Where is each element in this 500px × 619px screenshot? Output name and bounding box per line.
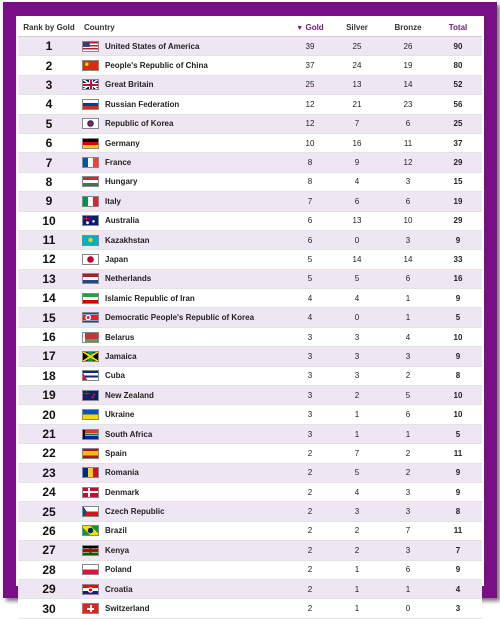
gold-cell: 10 xyxy=(288,133,332,152)
japan-flag-icon xyxy=(82,254,99,265)
table-row[interactable] xyxy=(18,424,482,443)
rank-cell: 3 xyxy=(18,75,80,94)
country-name[interactable]: Belarus xyxy=(105,332,135,342)
medal-table-body xyxy=(18,37,482,619)
table-row[interactable] xyxy=(18,347,482,366)
country-cell xyxy=(80,114,288,133)
bronze-cell: 2 xyxy=(382,463,434,482)
great-britain-flag-icon xyxy=(82,79,99,90)
country-cell xyxy=(80,211,288,230)
rank-cell: 24 xyxy=(18,482,80,501)
bronze-cell: 6 xyxy=(382,405,434,424)
gold-cell: 4 xyxy=(288,289,332,308)
country-cell xyxy=(80,463,288,482)
belarus-flag-icon xyxy=(82,332,99,343)
ukraine-flag-icon xyxy=(82,409,99,420)
usa-flag-icon xyxy=(82,41,99,52)
total-cell: 11 xyxy=(434,521,482,540)
table-row[interactable] xyxy=(18,269,482,288)
jamaica-flag-icon xyxy=(82,351,99,362)
china-flag-icon xyxy=(82,60,99,71)
gold-cell: 8 xyxy=(288,153,332,172)
gold-cell: 2 xyxy=(288,541,332,560)
total-cell: 5 xyxy=(434,308,482,327)
silver-cell: 7 xyxy=(332,114,382,133)
rank-cell: 13 xyxy=(18,269,80,288)
total-cell: 15 xyxy=(434,172,482,191)
total-cell: 19 xyxy=(434,192,482,211)
table-row[interactable] xyxy=(18,521,482,540)
table-row[interactable] xyxy=(18,56,482,75)
total-cell: 90 xyxy=(434,37,482,56)
country-cell xyxy=(80,75,288,94)
poland-flag-icon xyxy=(82,564,99,575)
table-row[interactable] xyxy=(18,579,482,598)
table-row[interactable] xyxy=(18,75,482,94)
silver-cell: 1 xyxy=(332,405,382,424)
kazakhstan-flag-icon xyxy=(82,235,99,246)
total-cell: 9 xyxy=(434,230,482,249)
bronze-cell: 2 xyxy=(382,444,434,463)
country-name[interactable]: People's Republic of China xyxy=(105,61,208,71)
table-row[interactable] xyxy=(18,308,482,327)
silver-cell: 6 xyxy=(332,192,382,211)
country-name[interactable]: Netherlands xyxy=(105,274,152,284)
bronze-cell: 5 xyxy=(382,386,434,405)
country-cell xyxy=(80,579,288,598)
country-cell xyxy=(80,37,288,56)
country-name[interactable]: Japan xyxy=(105,254,129,264)
bronze-cell: 1 xyxy=(382,579,434,598)
country-cell xyxy=(80,192,288,211)
bronze-cell: 6 xyxy=(382,192,434,211)
country-name[interactable]: France xyxy=(105,158,132,168)
country-cell xyxy=(80,541,288,560)
bronze-cell: 3 xyxy=(382,230,434,249)
rank-cell: 21 xyxy=(18,424,80,443)
gold-cell: 37 xyxy=(288,56,332,75)
silver-cell: 24 xyxy=(332,56,382,75)
country-cell xyxy=(80,482,288,501)
gold-cell: 2 xyxy=(288,444,332,463)
switzerland-flag-icon xyxy=(82,603,99,614)
iran-flag-icon xyxy=(82,293,99,304)
total-cell: 9 xyxy=(434,463,482,482)
italy-flag-icon xyxy=(82,196,99,207)
rank-cell: 28 xyxy=(18,560,80,579)
bronze-cell: 3 xyxy=(382,541,434,560)
table-row[interactable] xyxy=(18,114,482,133)
total-cell: 29 xyxy=(434,153,482,172)
silver-cell: 3 xyxy=(332,347,382,366)
total-cell: 33 xyxy=(434,250,482,269)
country-cell xyxy=(80,250,288,269)
russia-flag-icon xyxy=(82,99,99,110)
gold-cell: 39 xyxy=(288,37,332,56)
gold-cell: 3 xyxy=(288,424,332,443)
country-cell xyxy=(80,405,288,424)
country-name[interactable]: Kenya xyxy=(105,545,130,555)
rank-cell: 11 xyxy=(18,230,80,249)
total-cell: 80 xyxy=(434,56,482,75)
total-cell: 9 xyxy=(434,482,482,501)
silver-cell: 13 xyxy=(332,75,382,94)
gold-column-header[interactable] xyxy=(288,18,332,37)
gold-cell: 2 xyxy=(288,599,332,618)
country-cell xyxy=(80,424,288,443)
total-cell: 9 xyxy=(434,560,482,579)
silver-cell: 25 xyxy=(332,37,382,56)
silver-cell: 21 xyxy=(332,95,382,114)
romania-flag-icon xyxy=(82,467,99,478)
gold-cell: 2 xyxy=(288,521,332,540)
country-cell xyxy=(80,599,288,618)
country-name[interactable]: Ukraine xyxy=(105,410,135,420)
france-flag-icon xyxy=(82,157,99,168)
country-name[interactable]: Denmark xyxy=(105,487,140,497)
rank-cell: 6 xyxy=(18,133,80,152)
table-row[interactable] xyxy=(18,599,482,618)
total-cell: 5 xyxy=(434,424,482,443)
silver-cell: 3 xyxy=(332,366,382,385)
country-name[interactable]: Spain xyxy=(105,448,127,458)
north-korea-flag-icon xyxy=(82,312,99,323)
cuba-flag-icon xyxy=(82,370,99,381)
rank-cell: 14 xyxy=(18,289,80,308)
bronze-cell: 2 xyxy=(382,366,434,385)
silver-cell: 3 xyxy=(332,502,382,521)
rank-cell: 20 xyxy=(18,405,80,424)
silver-cell: 7 xyxy=(332,444,382,463)
total-cell: 9 xyxy=(434,289,482,308)
country-name[interactable]: Italy xyxy=(105,196,122,206)
croatia-flag-icon xyxy=(82,584,99,595)
country-cell xyxy=(80,366,288,385)
gold-header-label: Gold xyxy=(305,22,324,32)
medal-table-panel xyxy=(16,16,484,616)
rank-cell: 7 xyxy=(18,153,80,172)
country-cell xyxy=(80,327,288,346)
total-cell: 56 xyxy=(434,95,482,114)
country-name[interactable]: Democratic People's Republic of Korea xyxy=(105,313,255,323)
silver-cell: 9 xyxy=(332,153,382,172)
table-row[interactable] xyxy=(18,560,482,579)
total-cell: 8 xyxy=(434,366,482,385)
country-cell xyxy=(80,172,288,191)
table-header-row xyxy=(18,18,482,37)
country-name[interactable]: Switzerland xyxy=(105,604,150,614)
total-cell: 11 xyxy=(434,444,482,463)
bronze-cell: 3 xyxy=(382,502,434,521)
rank-cell: 23 xyxy=(18,463,80,482)
table-row[interactable] xyxy=(18,95,482,114)
denmark-flag-icon xyxy=(82,487,99,498)
table-row[interactable] xyxy=(18,153,482,172)
rank-cell: 18 xyxy=(18,366,80,385)
table-row[interactable] xyxy=(18,211,482,230)
country-name[interactable]: Cuba xyxy=(105,371,125,381)
total-cell: 4 xyxy=(434,579,482,598)
south-africa-flag-icon xyxy=(82,429,99,440)
total-cell: 29 xyxy=(434,211,482,230)
silver-cell: 1 xyxy=(332,579,382,598)
gold-cell: 2 xyxy=(288,502,332,521)
country-name[interactable]: New Zealand xyxy=(105,390,154,400)
total-cell: 10 xyxy=(434,327,482,346)
rank-cell: 5 xyxy=(18,114,80,133)
new-zealand-flag-icon xyxy=(82,390,99,401)
rank-column-header[interactable]: Rank by Gold xyxy=(18,18,80,37)
total-cell: 9 xyxy=(434,347,482,366)
bronze-cell: 3 xyxy=(382,172,434,191)
table-row[interactable] xyxy=(18,405,482,424)
country-name[interactable]: Czech Republic xyxy=(105,507,165,517)
gold-cell: 4 xyxy=(288,308,332,327)
country-name[interactable]: Germany xyxy=(105,138,140,148)
table-row[interactable] xyxy=(18,133,482,152)
country-cell xyxy=(80,308,288,327)
bronze-column-header[interactable]: Bronze xyxy=(382,18,434,37)
korea-flag-icon xyxy=(82,118,99,129)
brazil-flag-icon xyxy=(82,525,99,536)
rank-cell: 22 xyxy=(18,444,80,463)
silver-cell: 5 xyxy=(332,463,382,482)
bronze-cell: 19 xyxy=(382,56,434,75)
silver-cell: 5 xyxy=(332,269,382,288)
purple-frame xyxy=(3,2,497,616)
bronze-cell: 14 xyxy=(382,75,434,94)
table-row[interactable] xyxy=(18,37,482,56)
total-column-header[interactable]: Total xyxy=(434,18,482,37)
country-name[interactable]: Islamic Republic of Iran xyxy=(105,293,195,303)
gold-cell: 12 xyxy=(288,114,332,133)
country-cell xyxy=(80,386,288,405)
gold-cell: 3 xyxy=(288,405,332,424)
bronze-cell: 10 xyxy=(382,211,434,230)
rank-cell: 8 xyxy=(18,172,80,191)
gold-cell: 7 xyxy=(288,192,332,211)
country-name[interactable]: Romania xyxy=(105,468,139,478)
silver-cell: 13 xyxy=(332,211,382,230)
table-row[interactable] xyxy=(18,289,482,308)
silver-cell: 2 xyxy=(332,386,382,405)
rank-cell: 26 xyxy=(18,521,80,540)
table-row[interactable] xyxy=(18,366,482,385)
bronze-cell: 1 xyxy=(382,424,434,443)
gold-cell: 5 xyxy=(288,269,332,288)
gold-cell: 3 xyxy=(288,366,332,385)
table-row[interactable] xyxy=(18,230,482,249)
gold-cell: 2 xyxy=(288,579,332,598)
rank-cell: 12 xyxy=(18,250,80,269)
silver-cell: 4 xyxy=(332,172,382,191)
rank-cell: 27 xyxy=(18,541,80,560)
table-row[interactable] xyxy=(18,463,482,482)
country-cell xyxy=(80,289,288,308)
country-name[interactable]: Poland xyxy=(105,565,132,575)
silver-cell: 14 xyxy=(332,250,382,269)
gold-cell: 2 xyxy=(288,463,332,482)
country-name[interactable]: Croatia xyxy=(105,584,133,594)
total-cell: 7 xyxy=(434,541,482,560)
country-name[interactable]: Australia xyxy=(105,216,140,226)
gold-cell: 3 xyxy=(288,327,332,346)
bronze-cell: 26 xyxy=(382,37,434,56)
bronze-cell: 7 xyxy=(382,521,434,540)
total-cell: 8 xyxy=(434,502,482,521)
bronze-cell: 23 xyxy=(382,95,434,114)
gold-cell: 5 xyxy=(288,250,332,269)
netherlands-flag-icon xyxy=(82,273,99,284)
table-row[interactable] xyxy=(18,192,482,211)
country-cell xyxy=(80,502,288,521)
country-cell xyxy=(80,444,288,463)
total-cell: 10 xyxy=(434,405,482,424)
total-cell: 16 xyxy=(434,269,482,288)
rank-cell: 10 xyxy=(18,211,80,230)
silver-cell: 1 xyxy=(332,560,382,579)
gold-cell: 6 xyxy=(288,211,332,230)
hungary-flag-icon xyxy=(82,176,99,187)
country-name[interactable]: Hungary xyxy=(105,177,138,187)
gold-cell: 25 xyxy=(288,75,332,94)
table-row[interactable] xyxy=(18,250,482,269)
country-name[interactable]: United States of America xyxy=(105,41,200,51)
bronze-cell: 0 xyxy=(382,599,434,618)
bronze-cell: 1 xyxy=(382,308,434,327)
bronze-cell: 4 xyxy=(382,327,434,346)
rank-cell: 1 xyxy=(18,37,80,56)
silver-cell: 3 xyxy=(332,327,382,346)
country-cell xyxy=(80,95,288,114)
rank-cell: 17 xyxy=(18,347,80,366)
country-cell xyxy=(80,560,288,579)
bronze-cell: 6 xyxy=(382,114,434,133)
country-cell xyxy=(80,153,288,172)
silver-column-header[interactable]: Silver xyxy=(332,18,382,37)
rank-cell: 2 xyxy=(18,56,80,75)
bronze-cell: 14 xyxy=(382,250,434,269)
table-row[interactable] xyxy=(18,172,482,191)
silver-cell: 0 xyxy=(332,308,382,327)
gold-cell: 2 xyxy=(288,560,332,579)
gold-cell: 8 xyxy=(288,172,332,191)
table-row[interactable] xyxy=(18,444,482,463)
rank-cell: 15 xyxy=(18,308,80,327)
australia-flag-icon xyxy=(82,215,99,226)
table-row[interactable] xyxy=(18,327,482,346)
rank-cell: 25 xyxy=(18,502,80,521)
medal-table xyxy=(18,18,482,619)
spain-flag-icon xyxy=(82,448,99,459)
bronze-cell: 3 xyxy=(382,482,434,501)
country-cell xyxy=(80,347,288,366)
country-column-header[interactable]: Country xyxy=(80,18,288,37)
silver-cell: 1 xyxy=(332,424,382,443)
country-name[interactable]: Kazakhstan xyxy=(105,235,150,245)
country-name[interactable]: Great Britain xyxy=(105,80,154,90)
gold-cell: 6 xyxy=(288,230,332,249)
country-name[interactable]: South Africa xyxy=(105,429,153,439)
gold-cell: 3 xyxy=(288,386,332,405)
silver-cell: 2 xyxy=(332,521,382,540)
total-cell: 10 xyxy=(434,386,482,405)
table-row[interactable] xyxy=(18,482,482,501)
country-cell xyxy=(80,56,288,75)
country-name[interactable]: Jamaica xyxy=(105,351,137,361)
silver-cell: 0 xyxy=(332,230,382,249)
total-cell: 37 xyxy=(434,133,482,152)
bronze-cell: 12 xyxy=(382,153,434,172)
silver-cell: 4 xyxy=(332,289,382,308)
country-name[interactable]: Brazil xyxy=(105,526,127,536)
country-cell xyxy=(80,269,288,288)
sort-descending-icon: ▼ xyxy=(296,24,304,32)
gold-cell: 2 xyxy=(288,482,332,501)
silver-cell: 2 xyxy=(332,541,382,560)
bronze-cell: 6 xyxy=(382,269,434,288)
table-row[interactable] xyxy=(18,541,482,560)
total-cell: 52 xyxy=(434,75,482,94)
silver-cell: 16 xyxy=(332,133,382,152)
country-cell xyxy=(80,230,288,249)
silver-cell: 4 xyxy=(332,482,382,501)
country-cell xyxy=(80,521,288,540)
rank-cell: 29 xyxy=(18,579,80,598)
gold-cell: 3 xyxy=(288,347,332,366)
germany-flag-icon xyxy=(82,138,99,149)
country-name[interactable]: Russian Federation xyxy=(105,99,180,109)
table-row[interactable] xyxy=(18,502,482,521)
bronze-cell: 1 xyxy=(382,289,434,308)
country-name[interactable]: Republic of Korea xyxy=(105,119,174,129)
czech-flag-icon xyxy=(82,506,99,517)
total-cell: 3 xyxy=(434,599,482,618)
rank-cell: 4 xyxy=(18,95,80,114)
rank-cell: 30 xyxy=(18,599,80,618)
rank-cell: 19 xyxy=(18,386,80,405)
bronze-cell: 11 xyxy=(382,133,434,152)
rank-cell: 16 xyxy=(18,327,80,346)
kenya-flag-icon xyxy=(82,545,99,556)
table-row[interactable] xyxy=(18,386,482,405)
rank-cell: 9 xyxy=(18,192,80,211)
bronze-cell: 3 xyxy=(382,347,434,366)
bronze-cell: 6 xyxy=(382,560,434,579)
silver-cell: 1 xyxy=(332,599,382,618)
gold-cell: 12 xyxy=(288,95,332,114)
total-cell: 25 xyxy=(434,114,482,133)
country-cell xyxy=(80,133,288,152)
